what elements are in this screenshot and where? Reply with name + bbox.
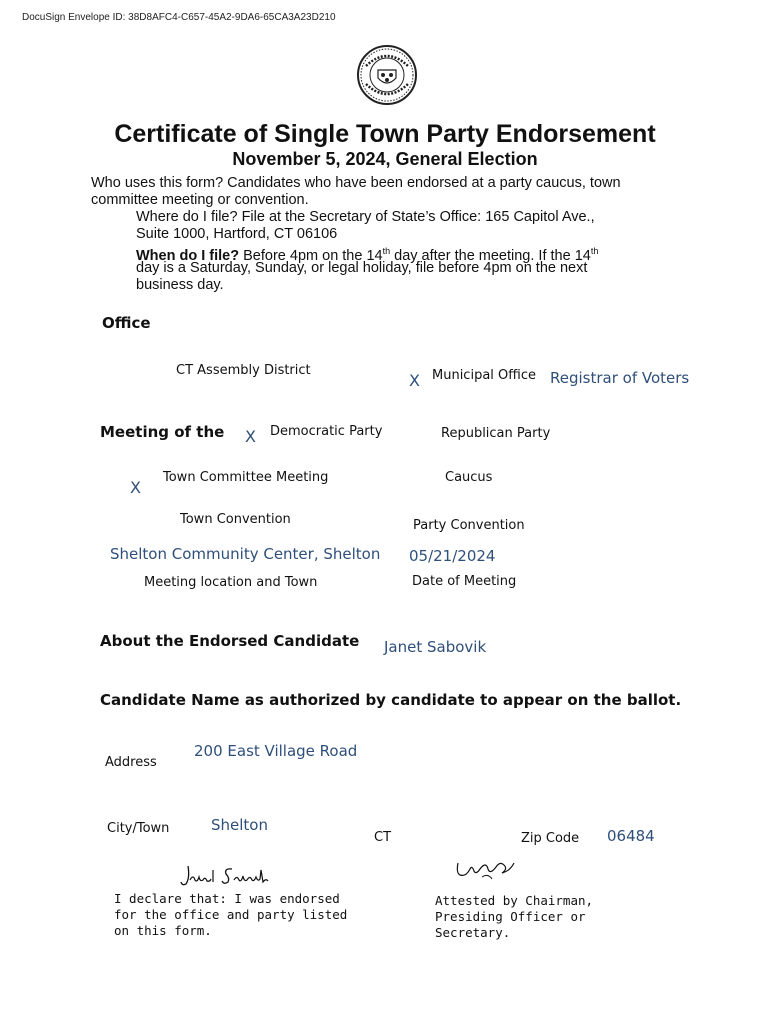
meeting-date-label: Date of Meeting bbox=[412, 574, 517, 589]
when-text-a: Before 4pm on the 14 bbox=[239, 247, 383, 264]
candidate-name-field[interactable]: Janet Sabovik bbox=[384, 638, 487, 656]
when-label: When do I file? bbox=[136, 247, 240, 264]
meeting-location-field[interactable]: Shelton Community Center, Shelton bbox=[110, 545, 381, 563]
democratic-party-checkmark[interactable]: X bbox=[245, 427, 256, 446]
intro-when-line-3: business day. bbox=[136, 277, 224, 293]
zip-code-field[interactable]: 06484 bbox=[607, 827, 655, 845]
municipal-office-checkmark[interactable]: X bbox=[409, 371, 420, 390]
town-convention-label: Town Convention bbox=[180, 512, 291, 527]
municipal-office-label: Municipal Office bbox=[432, 368, 536, 383]
page-subtitle: November 5, 2024, General Election bbox=[232, 149, 538, 169]
municipal-office-field[interactable]: Registrar of Voters bbox=[550, 369, 690, 387]
office-heading: Office bbox=[102, 314, 151, 332]
intro-when-line-2: day is a Saturday, Sunday, or legal holiday, file before 4pm on the next bbox=[136, 260, 588, 276]
address-field[interactable]: 200 East Village Road bbox=[194, 742, 358, 760]
candidate-declaration: I declare that: I was endorsed for the office and party listed on this form. bbox=[114, 891, 348, 938]
intro-who-line-2: committee meeting or convention. bbox=[91, 192, 309, 208]
envelope-id: DocuSign Envelope ID: 38D8AFC4-C657-45A2-9DA6-65CA3A23D210 bbox=[22, 12, 336, 23]
party-convention-label: Party Convention bbox=[413, 518, 525, 533]
democratic-party-label: Democratic Party bbox=[270, 424, 383, 439]
ct-assembly-district-label: CT Assembly District bbox=[176, 363, 311, 378]
intro-who-line-1: Who uses this form? Candidates who have been endorsed at a party caucus, town bbox=[91, 175, 621, 191]
intro-where-line-2: Suite 1000, Hartford, CT 06106 bbox=[136, 226, 338, 242]
when-sup-1: th bbox=[382, 246, 391, 256]
when-sup-2: th bbox=[590, 246, 599, 256]
when-text-b: day after the meeting. If the 14 bbox=[390, 247, 591, 264]
town-committee-meeting-label: Town Committee Meeting bbox=[163, 470, 329, 485]
state-seal-icon bbox=[356, 44, 418, 106]
address-label: Address bbox=[105, 755, 157, 770]
meeting-location-label: Meeting location and Town bbox=[144, 575, 318, 590]
ballot-name-heading: Candidate Name as authorized by candidate to appear on the ballot. bbox=[100, 691, 682, 709]
chairman-attestation: Attested by Chairman, Presiding Officer or Secretary. bbox=[435, 893, 594, 940]
page-title: Certificate of Single Town Party Endorsement bbox=[114, 120, 656, 148]
caucus-label: Caucus bbox=[445, 470, 493, 485]
intro-where-line-1: Where do I file? File at the Secretary of State’s Office: 165 Capitol Ave., bbox=[136, 209, 595, 225]
republican-party-label: Republican Party bbox=[441, 426, 551, 441]
chairman-signature bbox=[452, 855, 520, 883]
meeting-heading: Meeting of the bbox=[100, 423, 225, 441]
candidate-signature bbox=[180, 860, 276, 890]
meeting-date-field[interactable]: 05/21/2024 bbox=[409, 547, 496, 565]
city-town-label: City/Town bbox=[107, 821, 170, 836]
city-town-field[interactable]: Shelton bbox=[211, 816, 268, 834]
state-label: CT bbox=[374, 830, 392, 845]
zip-code-label: Zip Code bbox=[521, 831, 580, 846]
town-committee-checkmark[interactable]: X bbox=[130, 478, 141, 497]
endorsed-candidate-heading: About the Endorsed Candidate bbox=[100, 632, 360, 650]
